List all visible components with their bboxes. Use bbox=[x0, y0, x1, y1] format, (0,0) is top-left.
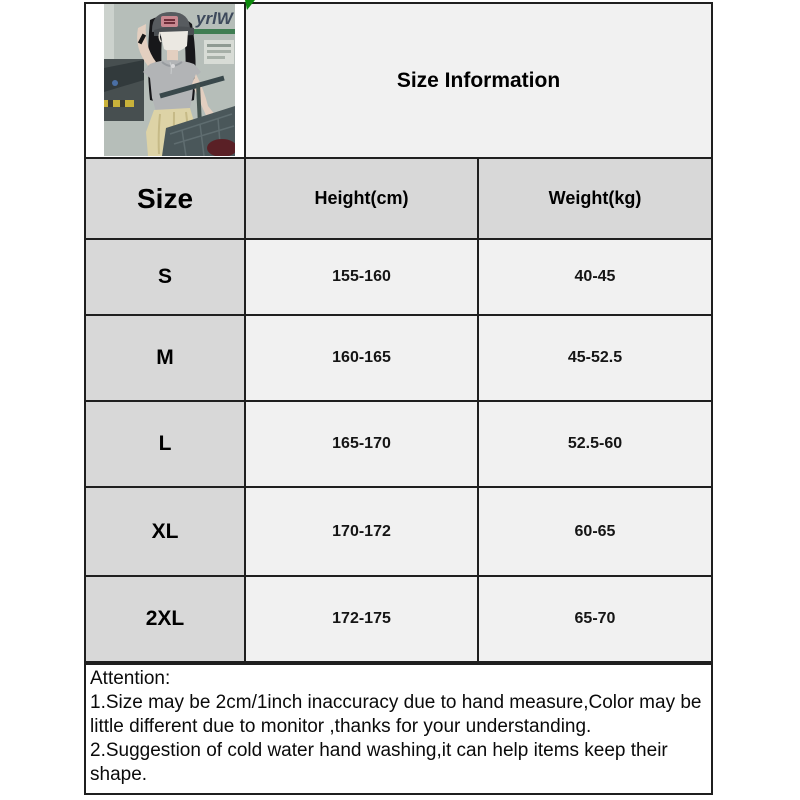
weight-value: 40-45 bbox=[479, 240, 711, 316]
weight-value: 52.5-60 bbox=[479, 402, 711, 488]
table-row-s bbox=[86, 240, 711, 316]
size-label: L bbox=[86, 402, 246, 488]
green-corner-marker-icon bbox=[245, 0, 255, 10]
attention-note bbox=[84, 663, 713, 795]
column-header-size: Size bbox=[86, 159, 246, 240]
page-title: Size Information bbox=[396, 68, 561, 92]
store-sign-text: yrlW bbox=[196, 9, 233, 28]
attention-line-1: 1.Size may be 2cm/1inch inaccuracy due to hand measure,Color may be little different due to monitor ,thanks for your understanding. bbox=[90, 692, 702, 737]
column-header-height: Height(cm) bbox=[246, 159, 479, 240]
product-photo bbox=[104, 4, 235, 156]
weight-value: 45-52.5 bbox=[479, 316, 711, 402]
table-row-l bbox=[86, 402, 711, 488]
size-label: 2XL bbox=[86, 577, 246, 661]
attention-title: Attention: bbox=[90, 668, 171, 689]
table-row-top bbox=[86, 4, 711, 159]
attention-line-2: 2.Suggestion of cold water hand washing,it can help items keep their shape. bbox=[90, 740, 668, 785]
size-label: S bbox=[86, 240, 246, 316]
table-row-2xl bbox=[86, 577, 711, 661]
size-table bbox=[84, 2, 713, 663]
product-photo-cell bbox=[86, 4, 246, 159]
table-row-xl bbox=[86, 488, 711, 577]
height-value: 165-170 bbox=[246, 402, 479, 488]
table-header-row bbox=[86, 159, 711, 240]
size-label: XL bbox=[86, 488, 246, 577]
column-header-weight: Weight(kg) bbox=[479, 159, 711, 240]
size-label: M bbox=[86, 316, 246, 402]
height-value: 172-175 bbox=[246, 577, 479, 661]
size-information-header-cell bbox=[246, 4, 711, 159]
height-value: 170-172 bbox=[246, 488, 479, 577]
table-row-m bbox=[86, 316, 711, 402]
height-value: 155-160 bbox=[246, 240, 479, 316]
weight-value: 60-65 bbox=[479, 488, 711, 577]
weight-value: 65-70 bbox=[479, 577, 711, 661]
height-value: 160-165 bbox=[246, 316, 479, 402]
